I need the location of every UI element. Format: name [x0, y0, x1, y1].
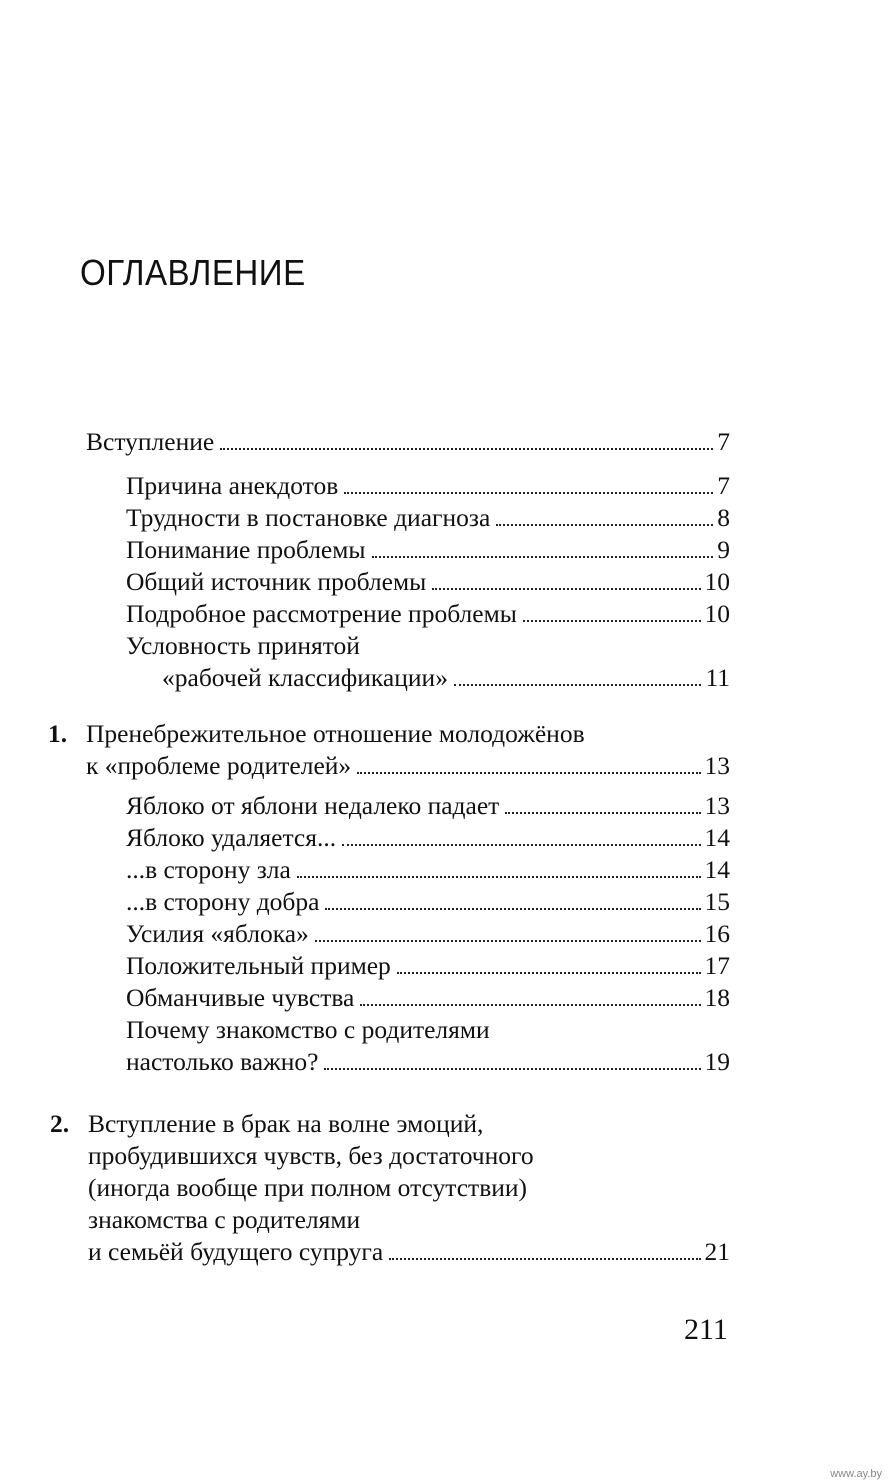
- dot-leader: [324, 1067, 700, 1070]
- toc-entry-label: «рабочей классификации»: [162, 663, 448, 692]
- toc-entry-page: 8: [717, 503, 730, 532]
- toc-entry-label: Понимание проблемы: [126, 535, 366, 564]
- toc-subentry[interactable]: [126, 950, 730, 982]
- toc-entry-label: знакомства с родителями: [88, 1205, 361, 1234]
- toc-entry-label: пробудившихся чувств, без достаточного: [88, 1141, 534, 1170]
- dot-leader: [389, 1257, 700, 1260]
- chapter-title-line4[interactable]: [88, 1204, 730, 1236]
- toc-entry-label: (иногда вообще при полном отсутствии): [88, 1173, 528, 1202]
- toc-subentry[interactable]: [126, 598, 730, 630]
- toc-subentry[interactable]: [126, 982, 730, 1014]
- toc-subentry[interactable]: [126, 470, 730, 502]
- toc-subentry[interactable]: [126, 886, 730, 918]
- toc-entry-chapter1[interactable]: [86, 750, 730, 782]
- chapter-title-line3[interactable]: [88, 1172, 730, 1204]
- dot-leader: [432, 587, 700, 590]
- toc-entry-page: 14: [704, 823, 730, 852]
- toc-entry-page: 10: [704, 599, 730, 628]
- toc-entry-label: и семьёй будущего супруга: [88, 1237, 384, 1266]
- toc-subentry[interactable]: [126, 790, 730, 822]
- toc-subentry[interactable]: [126, 502, 730, 534]
- toc-entry-page: 18: [704, 983, 730, 1012]
- toc-entry-page: 9: [717, 535, 730, 564]
- dot-leader: [357, 771, 700, 774]
- dot-leader: [397, 971, 701, 974]
- toc-subentry-label-line1[interactable]: [126, 1014, 730, 1046]
- toc-entry-chapter2[interactable]: [88, 1236, 730, 1268]
- toc-subentry[interactable]: [162, 662, 730, 694]
- toc-entry-page: 7: [717, 471, 730, 500]
- toc-entry-label: Яблоко от яблони недалеко падает: [126, 791, 500, 820]
- toc-entry-label: Обманчивые чувства: [126, 983, 355, 1012]
- toc-entry-page: 11: [705, 663, 730, 692]
- page-title: ОГЛАВЛЕНИЕ: [80, 252, 306, 293]
- toc-entry-label: Почему знакомство с родителями: [126, 1015, 490, 1044]
- toc-entry-label: Вступление: [86, 427, 215, 456]
- dot-leader: [496, 523, 713, 526]
- toc-entry-label: Условность принятой: [126, 631, 360, 660]
- toc-entry-page: 16: [704, 919, 730, 948]
- toc-entry-label: Усилия «яблока»: [126, 919, 309, 948]
- toc-subentry[interactable]: [126, 534, 730, 566]
- toc-entry-page: 13: [704, 791, 730, 820]
- toc-entry-page: 21: [704, 1237, 730, 1266]
- dot-leader: [342, 843, 700, 846]
- toc-entry-label: Вступление в брак на волне эмоций,: [88, 1109, 484, 1138]
- toc-subentry[interactable]: [126, 822, 730, 854]
- toc-subentry[interactable]: [126, 566, 730, 598]
- toc-subentry[interactable]: [126, 1046, 730, 1078]
- dot-leader: [505, 811, 700, 814]
- toc-subentry[interactable]: [126, 918, 730, 950]
- toc-entry-page: 10: [704, 567, 730, 596]
- toc-entry-label: Пренебрежительное отношение молодожёнов: [86, 719, 585, 748]
- toc-entry-label: Трудности в постановке диагноза: [126, 503, 491, 532]
- toc-entry-page: 7: [717, 427, 730, 456]
- toc-entry-label: ...в сторону добра: [126, 887, 320, 916]
- toc-entry-page: 17: [704, 951, 730, 980]
- toc-entry-page: 19: [704, 1047, 730, 1076]
- toc-entry-page: 15: [704, 887, 730, 916]
- toc-entry-label: настолько важно?: [126, 1047, 319, 1076]
- toc-entry-label: Причина анекдотов: [126, 471, 339, 500]
- dot-leader: [360, 1003, 700, 1006]
- toc-subentry-label-line1[interactable]: [126, 630, 730, 662]
- chapter-title-line2[interactable]: [88, 1140, 730, 1172]
- dot-leader: [454, 683, 701, 686]
- dot-leader: [220, 447, 713, 450]
- dot-leader: [344, 491, 713, 494]
- toc-entry-page: 14: [704, 855, 730, 884]
- toc-entry-label: Общий источник проблемы: [126, 567, 427, 596]
- dot-leader: [325, 907, 700, 910]
- watermark: www.ay.by: [830, 1468, 882, 1480]
- chapter-title-line1[interactable]: [88, 1108, 730, 1140]
- toc-entry-intro[interactable]: [86, 426, 730, 458]
- toc-entry-page: 13: [704, 751, 730, 780]
- toc-entry-label: Положительный пример: [126, 951, 391, 980]
- dot-leader: [297, 875, 701, 878]
- chapter-number: 1.: [48, 719, 68, 748]
- chapter-title-line1[interactable]: [86, 718, 730, 750]
- dot-leader: [372, 555, 714, 558]
- toc-entry-label: Яблоко удаляется...: [126, 823, 337, 852]
- dot-leader: [315, 939, 701, 942]
- toc-subentry[interactable]: [126, 854, 730, 886]
- page-number: 211: [684, 1313, 728, 1346]
- toc-entry-label: к «проблеме родителей»: [86, 751, 352, 780]
- toc-entry-label: ...в сторону зла: [126, 855, 291, 884]
- dot-leader: [523, 619, 701, 622]
- toc-entry-label: Подробное рассмотрение проблемы: [126, 599, 517, 628]
- chapter-number: 2.: [50, 1109, 70, 1138]
